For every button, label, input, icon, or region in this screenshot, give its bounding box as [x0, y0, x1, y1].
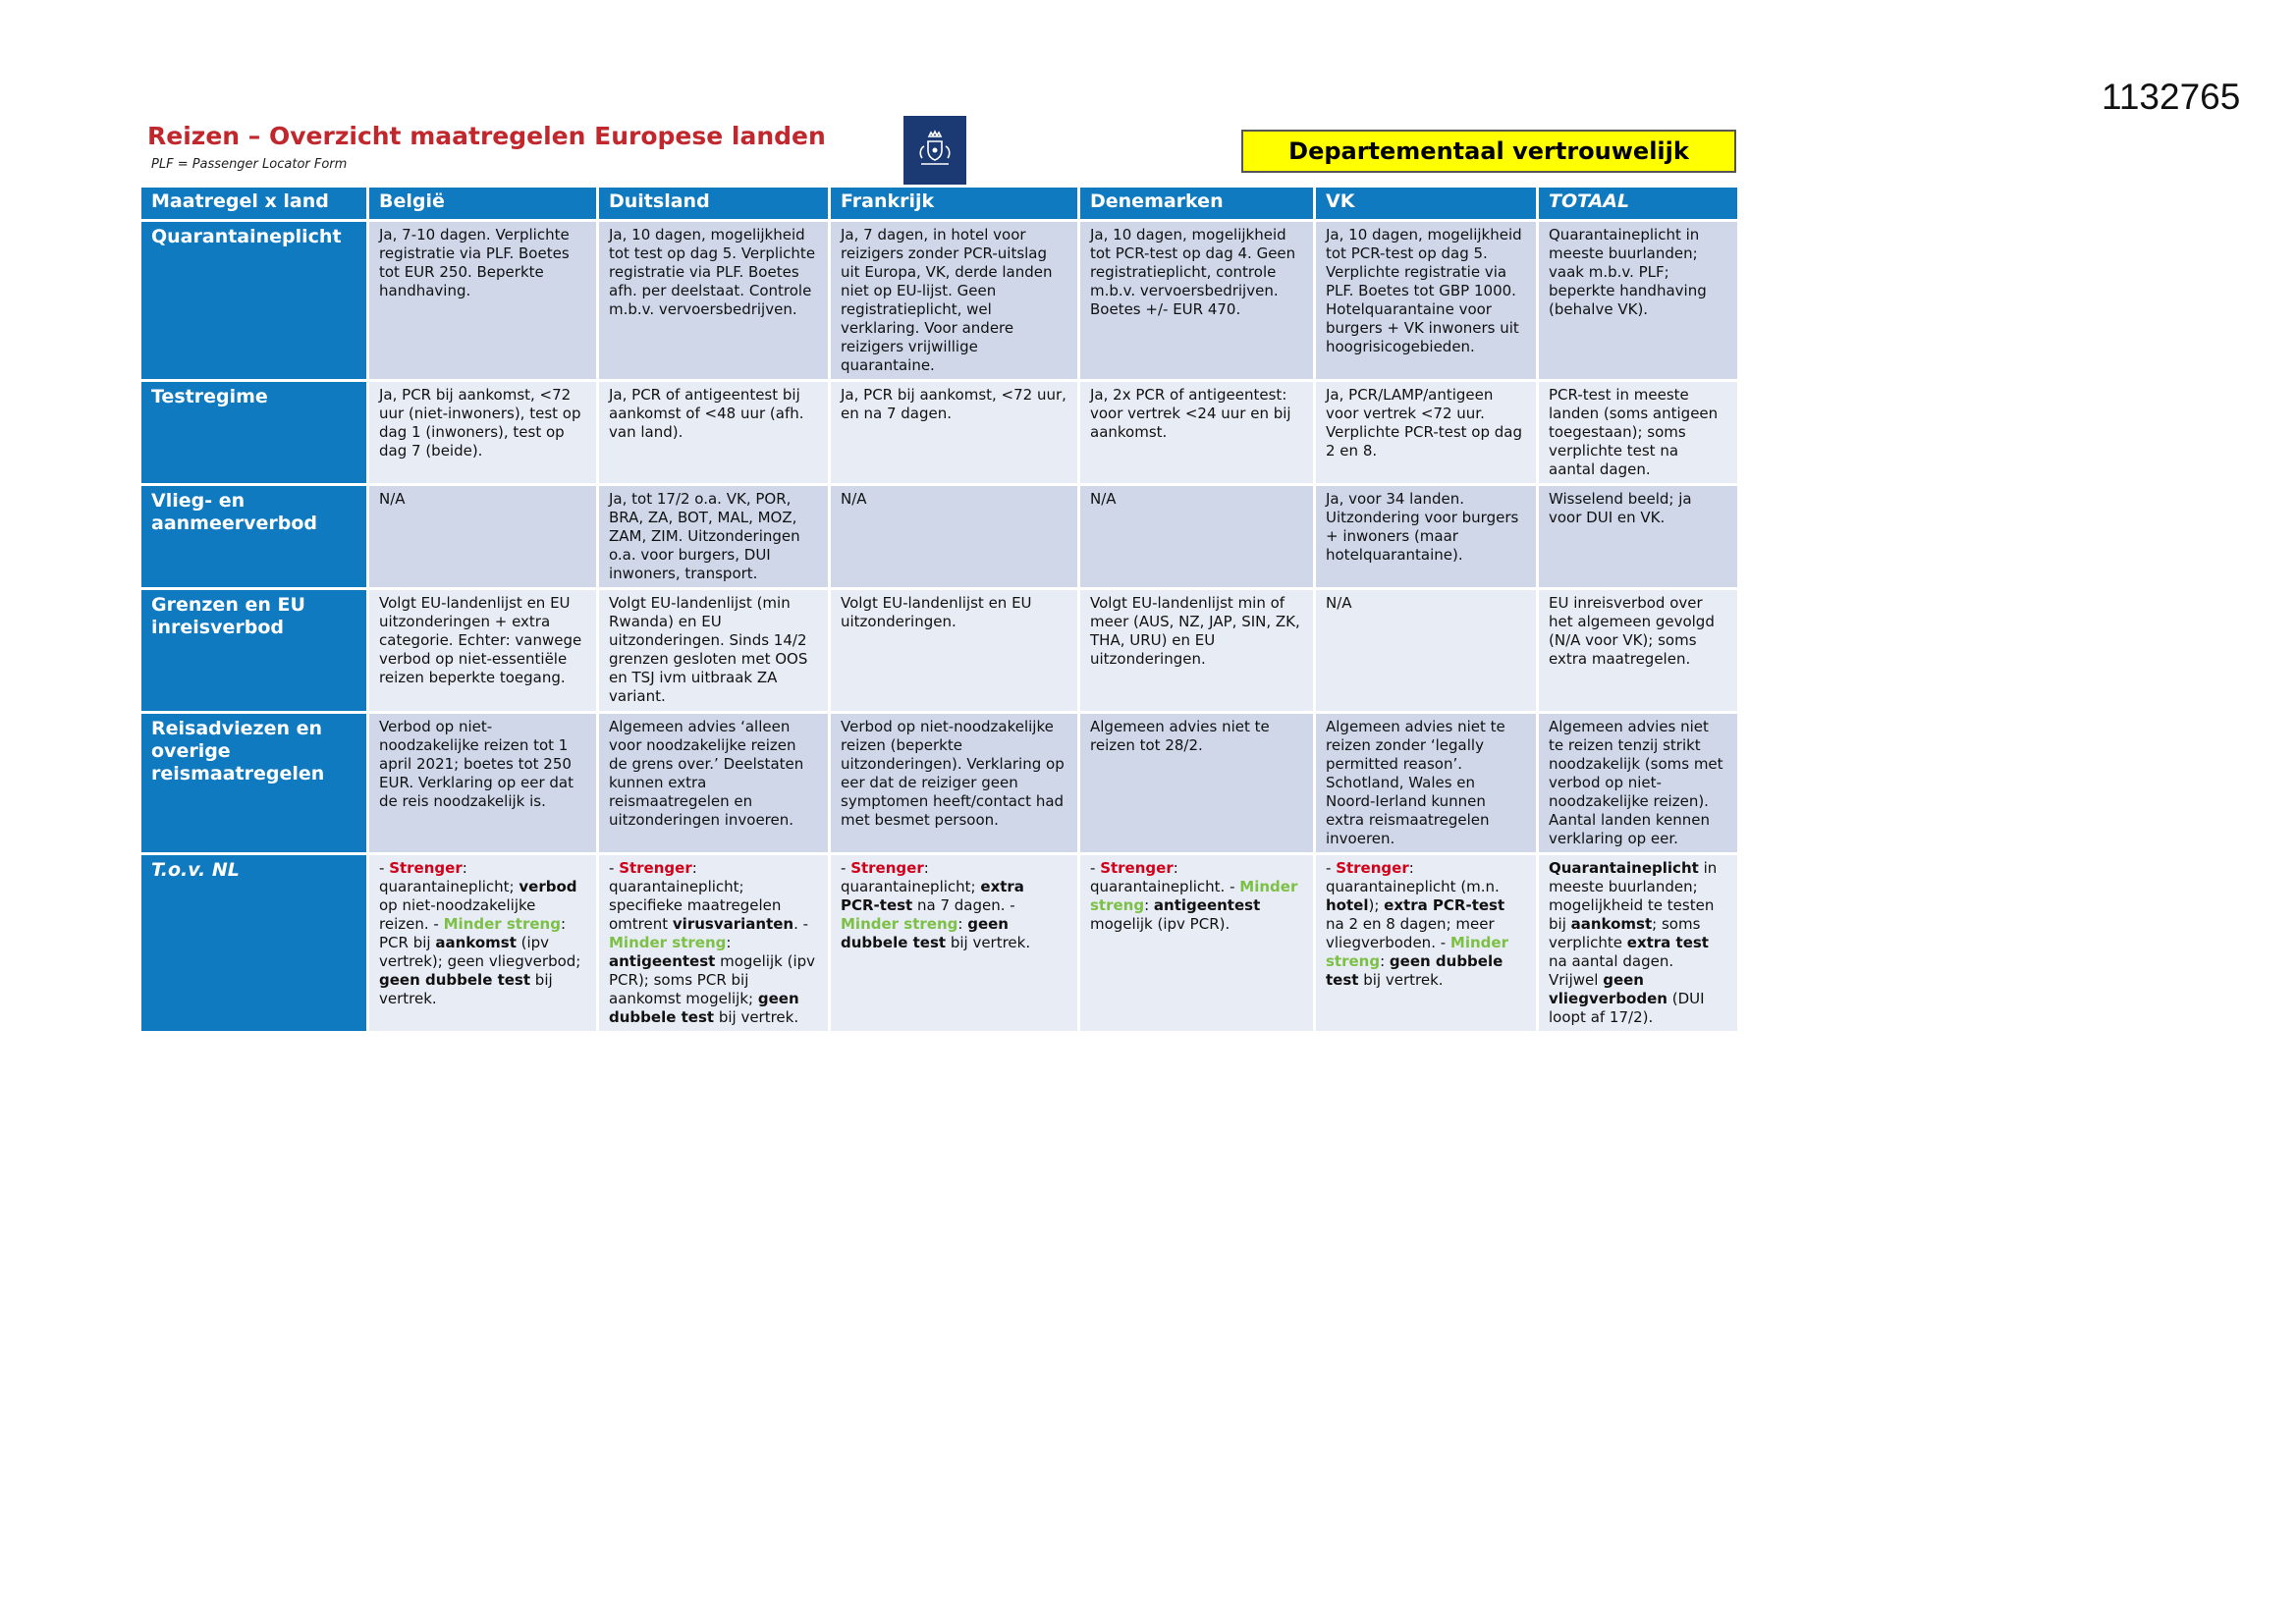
- table-row: [140, 713, 1739, 854]
- table-cell: Volgt EU-landenlijst (min Rwanda) en EU uitzonderingen. Sinds 14/2 grenzen gesloten met OOS en TSJ ivm uitbraak ZA variant.: [598, 589, 830, 713]
- column-header: Denemarken: [1079, 187, 1315, 221]
- row-header: Testregime: [140, 381, 368, 485]
- table-cell: Algemeen advies ‘alleen voor noodzakelijke reizen de grens over.’ Deelstaten kunnen extra reismaatregelen en uitzonderingen invoeren.: [598, 713, 830, 854]
- emphasis-text: antigeentest: [609, 952, 716, 970]
- comparison-cell: [1538, 854, 1739, 1033]
- table-cell: Ja, PCR bij aankomst, <72 uur (niet-inwoners), test op dag 1 (inwoners), test op dag 7 (beide).: [368, 381, 598, 485]
- coat-of-arms-graphic: [913, 129, 957, 172]
- cell-text: : PCR bij: [379, 915, 567, 951]
- minder-streng-label: Minder streng: [841, 915, 958, 933]
- cell-text: bij vertrek.: [379, 971, 553, 1007]
- table-cell: N/A: [1079, 485, 1315, 589]
- cell-text: :: [1144, 896, 1154, 914]
- cell-text: mogelijk (ipv PCR).: [1090, 915, 1230, 933]
- cell-text: -: [1440, 934, 1450, 951]
- cell-text: bij vertrek.: [946, 934, 1031, 951]
- table-cell: Volgt EU-landenlijst en EU uitzonderingen + extra categorie. Echter: vanwege verbod op niet-essentiële reizen beperkte toegang.: [368, 589, 598, 713]
- strenger-label: Strenger: [1100, 859, 1174, 877]
- cell-text: .: [793, 915, 803, 933]
- cell-text: -: [1230, 878, 1240, 895]
- cell-text: );: [1368, 896, 1385, 914]
- table-cell: Wisselend beeld; ja voor DUI en VK.: [1538, 485, 1739, 589]
- cell-text: -: [379, 859, 390, 877]
- row-header: T.o.v. NL: [140, 854, 368, 1033]
- emphasis-text: extra PCR-test: [1384, 896, 1505, 914]
- minder-streng-label: Minder streng: [1326, 934, 1508, 970]
- minder-streng-label: Minder streng: [609, 934, 727, 951]
- emphasis-text: geen dubbele test: [609, 990, 799, 1026]
- emphasis-text: geen dubbele test: [379, 971, 531, 989]
- emphasis-text: geen vliegverboden: [1549, 971, 1667, 1007]
- strenger-label: Strenger: [1336, 859, 1409, 877]
- cell-text: :: [957, 915, 968, 933]
- cell-text: bij vertrek.: [714, 1008, 799, 1026]
- emphasis-text: hotel: [1326, 896, 1369, 914]
- emphasis-text: geen dubbele test: [1326, 952, 1503, 989]
- cell-text: :: [1380, 952, 1390, 970]
- cell-text: na 2 en 8 dagen; meer vliegverboden.: [1326, 915, 1495, 951]
- cell-text: op niet-noodzakelijke reizen.: [379, 896, 536, 933]
- cell-text: na 7 dagen.: [912, 896, 1011, 914]
- column-header: VK: [1315, 187, 1538, 221]
- royal-coat-of-arms-icon: [903, 116, 966, 185]
- classification-badge: Departementaal vertrouwelijk: [1241, 130, 1736, 173]
- table-cell: Ja, 2x PCR of antigeentest: voor vertrek <24 uur en bij aankomst.: [1079, 381, 1315, 485]
- cell-text: -: [1326, 859, 1337, 877]
- cell-text: : quarantaineplicht;: [379, 859, 519, 895]
- comparison-cell: [830, 854, 1079, 1033]
- table-cell: Verbod op niet-noodzakelijke reizen (beperkte uitzonderingen). Verklaring op eer dat de reiziger geen symptomen heeft/contact had met besmet persoon.: [830, 713, 1079, 854]
- table-cell: Ja, 7 dagen, in hotel voor reizigers zonder PCR-uitslag uit Europa, VK, derde landen niet op EU-lijst. Geen registratieplicht, wel verklaring. Voor andere reizigers vrijwillige quarantaine.: [830, 221, 1079, 381]
- table-cell: Quarantaineplicht in meeste buurlanden; vaak m.b.v. PLF; beperkte handhaving (behalve VK).: [1538, 221, 1739, 381]
- emphasis-text: extra test: [1626, 934, 1709, 951]
- cell-text: mogelijk (ipv PCR); soms PCR bij aankomst mogelijk;: [609, 952, 816, 1007]
- table-cell: EU inreisverbod over het algemeen gevolgd (N/A voor VK); soms extra maatregelen.: [1538, 589, 1739, 713]
- table-cell: Ja, PCR of antigeentest bij aankomst of <48 uur (afh. van land).: [598, 381, 830, 485]
- table-cell: Ja, PCR bij aankomst, <72 uur, en na 7 dagen.: [830, 381, 1079, 485]
- table-cell: Ja, PCR/LAMP/antigeen voor vertrek <72 uur. Verplichte PCR-test op dag 2 en 8.: [1315, 381, 1538, 485]
- strenger-label: Strenger: [619, 859, 692, 877]
- table-cell: Verbod op niet-noodzakelijke reizen tot 1 april 2021; boetes tot 250 EUR. Verklaring op eer dat de reis noodzakelijk is.: [368, 713, 598, 854]
- column-header: Frankrijk: [830, 187, 1079, 221]
- cell-text: : quarantaineplicht (m.n.: [1326, 859, 1500, 895]
- row-header: Vlieg- en aanmeerverbod: [140, 485, 368, 589]
- cell-text: : quarantaineplicht;: [841, 859, 981, 895]
- cell-text: -: [1090, 859, 1101, 877]
- table-cell: PCR-test in meeste landen (soms antigeen toegestaan); soms verplichte test na aantal dagen.: [1538, 381, 1739, 485]
- table-cell: Ja, tot 17/2 o.a. VK, POR, BRA, ZA, BOT, MAL, MOZ, ZAM, ZIM. Uitzonderingen o.a. voor burgers, DUI inwoners, transport.: [598, 485, 830, 589]
- strenger-label: Strenger: [850, 859, 924, 877]
- row-header: Reisadviezen en overige reismaatregelen: [140, 713, 368, 854]
- row-header: Grenzen en EU inreisverbod: [140, 589, 368, 713]
- minder-streng-label: Minder streng: [1090, 878, 1298, 914]
- emphasis-text: verbod: [519, 878, 577, 895]
- table-cell: Algemeen advies niet te reizen tot 28/2.: [1079, 713, 1315, 854]
- table-cell: N/A: [1315, 589, 1538, 713]
- column-header: Duitsland: [598, 187, 830, 221]
- cell-text: bij vertrek.: [1358, 971, 1444, 989]
- cell-text: :: [726, 934, 732, 951]
- column-header: België: [368, 187, 598, 221]
- emphasis-text: aankomst: [435, 934, 517, 951]
- cell-text: -: [433, 915, 444, 933]
- comparison-row: [140, 854, 1739, 1033]
- emphasis-text: virusvarianten: [672, 915, 794, 933]
- measures-table: [138, 185, 1740, 1034]
- table-cell: Ja, 10 dagen, mogelijkheid tot PCR-test op dag 4. Geen registratieplicht, controle m.b.v. vervoersbedrijven. Boetes +/- EUR 470.: [1079, 221, 1315, 381]
- table-cell: Algemeen advies niet te reizen zonder ‘legally permitted reason’. Schotland, Wales en Noord-Ierland kunnen extra reismaatregelen invoeren.: [1315, 713, 1538, 854]
- cell-text: in meeste buurlanden; mogelijkheid te testen bij: [1549, 859, 1718, 933]
- page-title: Reizen – Overzicht maatregelen Europese landen: [147, 122, 826, 150]
- cell-text: : quarantaineplicht; specifieke maatregelen omtrent: [609, 859, 782, 933]
- comparison-cell: [1079, 854, 1315, 1033]
- table-cell: N/A: [368, 485, 598, 589]
- table-cell: N/A: [830, 485, 1079, 589]
- table-cell: Volgt EU-landenlijst min of meer (AUS, NZ, JAP, SIN, ZK, THA, URU) en EU uitzonderingen.: [1079, 589, 1315, 713]
- table-cell: Ja, 10 dagen, mogelijkheid tot test op dag 5. Verplichte registratie via PLF. Boetes afh. per deelstaat. Controle m.b.v. vervoersbedrijven.: [598, 221, 830, 381]
- cell-text: (ipv vertrek); geen vliegverbod;: [379, 934, 581, 970]
- strenger-label: Strenger: [389, 859, 463, 877]
- table-row: [140, 589, 1739, 713]
- table-row: [140, 485, 1739, 589]
- page-subtitle: PLF = Passenger Locator Form: [151, 157, 348, 172]
- row-header: Quarantaineplicht: [140, 221, 368, 381]
- column-header: Maatregel x land: [140, 187, 368, 221]
- table-cell: Volgt EU-landenlijst en EU uitzonderingen.: [830, 589, 1079, 713]
- emphasis-text: Quarantaineplicht: [1549, 859, 1699, 877]
- cell-text: -: [1010, 896, 1015, 914]
- emphasis-text: extra PCR-test: [841, 878, 1024, 914]
- table-row: [140, 221, 1739, 381]
- cell-text: (DUI loopt af 17/2).: [1549, 990, 1705, 1026]
- comparison-cell: [368, 854, 598, 1033]
- comparison-cell: [598, 854, 830, 1033]
- table-cell: Algemeen advies niet te reizen tenzij strikt noodzakelijk (soms met verbod op niet-noodzakelijke reizen). Aantal landen kennen verklaring op eer.: [1538, 713, 1739, 854]
- emphasis-text: geen dubbele test: [841, 915, 1009, 951]
- cell-text: : quarantaineplicht.: [1090, 859, 1230, 895]
- cell-text: -: [841, 859, 851, 877]
- table-cell: Ja, 10 dagen, mogelijkheid tot PCR-test op dag 5. Verplichte registratie via PLF. Boetes tot GBP 1000. Hotelquarantaine voor burgers + VK inwoners uit hoogrisicogebieden.: [1315, 221, 1538, 381]
- cell-text: -: [609, 859, 620, 877]
- table-cell: Ja, 7-10 dagen. Verplichte registratie via PLF. Boetes tot EUR 250. Beperkte handhaving.: [368, 221, 598, 381]
- document-number: 1132765: [2102, 77, 2241, 117]
- minder-streng-label: Minder streng: [443, 915, 561, 933]
- table-cell: Ja, voor 34 landen. Uitzondering voor burgers + inwoners (maar hotelquarantaine).: [1315, 485, 1538, 589]
- cell-text: ; soms verplichte: [1549, 915, 1701, 951]
- table-row: [140, 381, 1739, 485]
- cell-text: na aantal dagen. Vrijwel: [1549, 952, 1674, 989]
- cell-text: -: [802, 915, 809, 933]
- column-header-total: TOTAAL: [1538, 187, 1739, 221]
- comparison-cell: [1315, 854, 1538, 1033]
- emphasis-text: aankomst: [1570, 915, 1653, 933]
- emphasis-text: antigeentest: [1153, 896, 1261, 914]
- table-header-row: [140, 187, 1739, 221]
